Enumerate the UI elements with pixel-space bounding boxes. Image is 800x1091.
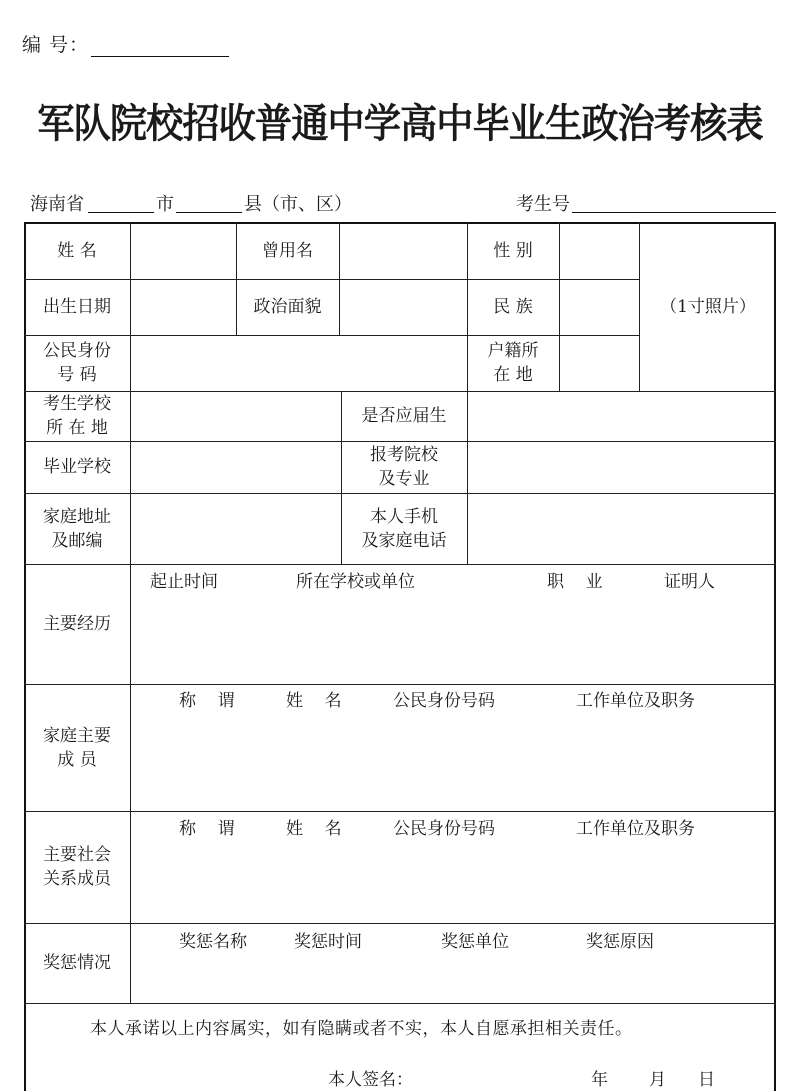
rewards-field[interactable] <box>131 950 776 1003</box>
experience-col-period: 起止时间 <box>150 572 218 592</box>
social-label: 主要社会 关系成员 <box>43 845 111 889</box>
hukou-label: 户籍所 在 地 <box>487 341 539 385</box>
gender-field[interactable] <box>560 222 639 279</box>
signature-field[interactable] <box>420 1062 570 1088</box>
photo-placeholder[interactable]: （1寸照片） <box>660 296 756 317</box>
family-col-work: 工作单位及职务 <box>576 691 695 711</box>
signature-year: 年 <box>591 1070 608 1090</box>
city-label: 市 <box>156 194 174 215</box>
row-divider <box>24 811 776 812</box>
exam-no-label: 考生号 <box>516 194 570 215</box>
rewards-col-time: 奖惩时间 <box>294 932 362 952</box>
county-label: 县（市、区） <box>244 194 352 215</box>
province-label: 海南省 <box>30 194 84 215</box>
family-label: 家庭主要 成 员 <box>43 725 111 770</box>
phone-field[interactable] <box>468 493 776 564</box>
school-location-field[interactable] <box>131 391 341 441</box>
row-divider <box>24 923 776 924</box>
signature-month: 月 <box>649 1070 666 1090</box>
target-school-field[interactable] <box>468 441 776 493</box>
experience-field[interactable] <box>131 590 776 684</box>
rewards-col-unit: 奖惩单位 <box>441 932 509 952</box>
id-number-field[interactable] <box>131 335 467 391</box>
social-field[interactable] <box>131 838 776 923</box>
city-input-line[interactable] <box>88 192 154 213</box>
home-address-label: 家庭地址 及邮编 <box>43 506 111 551</box>
birth-date-field[interactable] <box>131 279 236 335</box>
county-input-line[interactable] <box>176 192 242 213</box>
row-divider <box>24 1003 776 1004</box>
social-col-id: 公民身份号码 <box>393 819 495 839</box>
row-divider <box>24 684 776 685</box>
commitment-statement: 本人承诺以上内容属实，如有隐瞒或者不实，本人自愿承担相关责任。 <box>90 1019 633 1039</box>
hukou-field[interactable] <box>560 335 639 391</box>
rewards-label: 奖惩情况 <box>43 953 111 973</box>
former-name-label: 曾用名 <box>262 240 313 261</box>
social-col-work: 工作单位及职务 <box>576 819 695 839</box>
experience-col-occupation: 职 业 <box>547 572 603 592</box>
gender-label: 性 别 <box>493 240 533 261</box>
ethnicity-label: 民 族 <box>493 297 533 317</box>
name-label: 姓 名 <box>57 240 97 261</box>
phone-label: 本人手机 及家庭电话 <box>361 506 447 551</box>
experience-col-witness: 证明人 <box>664 572 715 592</box>
signature-label: 本人签名： <box>328 1070 413 1090</box>
home-address-field[interactable] <box>131 493 341 564</box>
graduate-school-label: 毕业学校 <box>43 457 111 477</box>
school-location-label: 考生学校 所 在 地 <box>43 394 111 438</box>
experience-label: 主要经历 <box>43 614 111 634</box>
serial-label: 编 号： <box>22 34 90 56</box>
exam-no-input-line[interactable] <box>572 192 776 213</box>
signature-day: 日 <box>698 1070 715 1090</box>
former-name-field[interactable] <box>340 222 467 279</box>
row-divider <box>24 564 776 565</box>
id-number-label: 公民身份 号 码 <box>43 341 111 385</box>
social-col-name: 姓 名 <box>286 819 342 839</box>
fresh-graduate-label: 是否应届生 <box>361 406 447 426</box>
form-title: 军队院校招收普通中学高中毕业生政治考核表 <box>37 101 763 147</box>
serial-number <box>22 30 229 57</box>
family-col-name: 姓 名 <box>286 691 342 711</box>
fresh-graduate-field[interactable] <box>468 391 776 441</box>
rewards-col-reason: 奖惩原因 <box>586 932 654 952</box>
name-field[interactable] <box>131 222 236 279</box>
target-school-label: 报考院校 及专业 <box>370 445 438 489</box>
family-field[interactable] <box>131 710 776 811</box>
social-col-relation: 称 谓 <box>179 819 235 839</box>
rewards-col-name: 奖惩名称 <box>179 932 247 952</box>
family-col-id: 公民身份号码 <box>393 691 495 711</box>
ethnicity-field[interactable] <box>560 279 639 335</box>
birth-date-label: 出生日期 <box>43 297 111 317</box>
experience-col-school: 所在学校或单位 <box>296 572 415 592</box>
graduate-school-field[interactable] <box>131 441 341 493</box>
family-col-relation: 称 谓 <box>179 691 235 711</box>
political-status-label: 政治面貌 <box>253 297 322 317</box>
serial-input-line[interactable] <box>91 36 229 57</box>
political-status-field[interactable] <box>340 279 467 335</box>
